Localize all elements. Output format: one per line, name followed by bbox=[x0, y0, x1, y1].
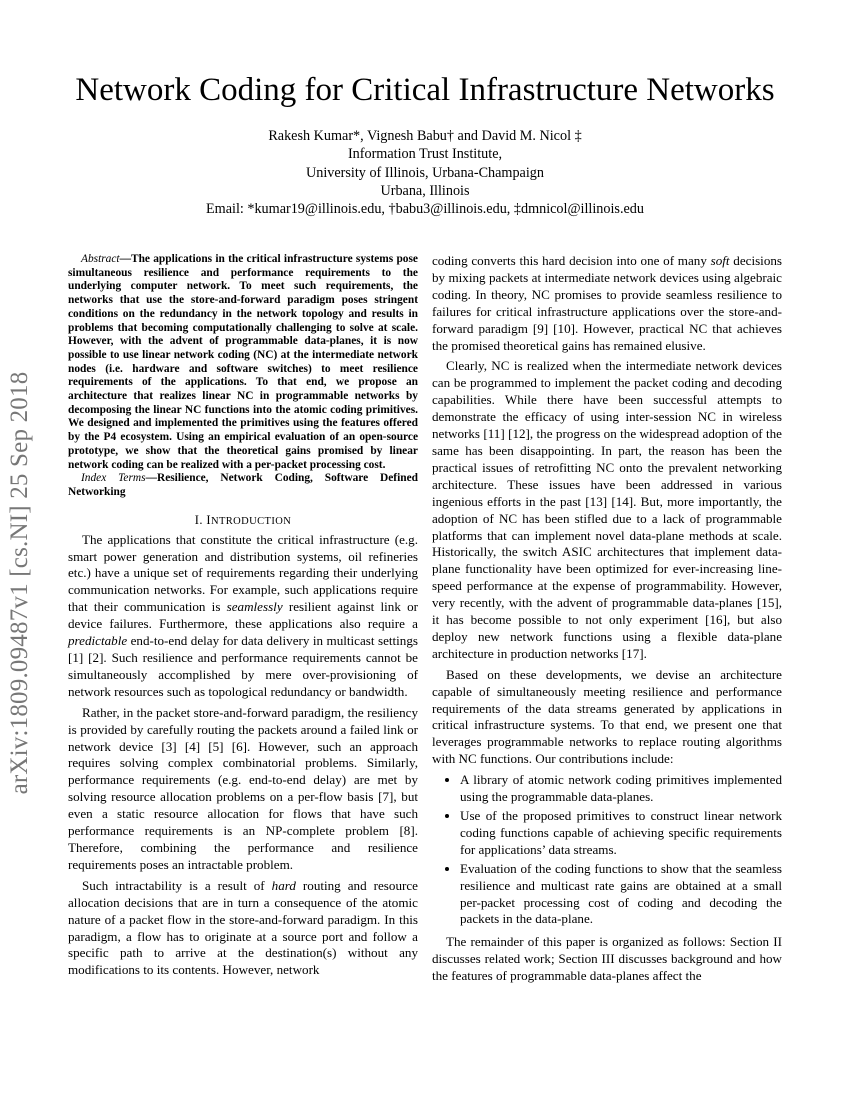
body-paragraph bbox=[68, 532, 418, 701]
abstract bbox=[68, 253, 418, 472]
body-paragraph bbox=[68, 878, 418, 979]
author-block bbox=[0, 127, 850, 218]
body-paragraph: The remainder of this paper is organized as follows: Section II discusses related work; Section III discusses background and how the features of programmable data-planes affect the bbox=[432, 934, 782, 984]
left-column bbox=[68, 253, 418, 983]
email-line: Email: *kumar19@illinois.edu, †babu3@illinois.edu, ‡dmnicol@illinois.edu bbox=[206, 201, 644, 218]
list-item: • A library of atomic network coding primitives implemented using the programmable data-planes. bbox=[460, 772, 782, 806]
arxiv-identifier bbox=[2, 308, 38, 858]
text-run: resilient against link or device failures. Furthermore, these applications also require a bbox=[68, 599, 418, 632]
list-item: • Use of the proposed primitives to construct linear network coding functions capable of achieving specific requirements for applications’ data streams. bbox=[460, 808, 782, 859]
text-run: routing and resource allocation decisions that are in turn a consequence of the atomic nature of a packet flow in the store-and-forward paradigm. In this paradigm, a flow has to originate at a source port and follow a specific path to arrive at the destination(s) without any modifications to its contents. However, network bbox=[68, 877, 418, 978]
body-paragraph: Rather, in the packet store-and-forward paradigm, the resiliency is provided by carefully routing the packets around a failed link or network device [3] [4] [5] [6]. However, such an approach requires solving complex combinatorial problems. Similarly, performance requirements (e.g. end-to-end delay) are met by solving resource allocation problems on a per-flow basis [7], but even a static resource allocation for flows that have such performance requirements is an NP-complete problem [8]. Therefore, combining the performance and resilience requirements poses an intractable problem. bbox=[68, 704, 418, 872]
authors-line: Rakesh Kumar*, Vignesh Babu† and David M. Nicol ‡ bbox=[268, 128, 582, 144]
affiliation-line: University of Illinois, Urbana-Champaign bbox=[306, 164, 544, 181]
emphasis: soft bbox=[710, 253, 730, 268]
text-run: decisions by mixing packets at intermediate network devices using algebraic coding. In theory, NC promises to provide seamless resilience to failures for critical infrastructure applications over the store-and-forward paradigm [9] [10]. However, practical NC that achieves the promised theoretical gains has remained elusive. bbox=[432, 253, 783, 353]
index-terms bbox=[68, 472, 418, 499]
abstract-text: —The applications in the critical infrastructure systems pose simultaneous resilience and performance requirements to the underlying computer network. To meet such requirements, the networks that use the store-and-forward paradigm poses stringent conditions on the redundancy in the network topology and results in problems that becoming computationally challenging to solve at scale. However, with the advent of programmable data-planes, it is now possible to use linear network coding (NC) at the intermediate network nodes (i.e. hardware and software switches) to meet resilience requirements of the applications. To that end, we propose an architecture that realizes linear NC in programmable networks by decomposing the linear NC functions into the atomic coding primitives. We designed and implemented the primitives using the features offered by the P4 ecosystem. Using an empirical evaluation of an open-source prototype, we show that the theoretical gains promised by linear network coding can be realized with a per-packet processing cost. bbox=[68, 253, 418, 471]
arxiv-id-text: arXiv:1809.09487v1 [cs.NI] 25 Sep 2018 bbox=[6, 371, 33, 795]
section-heading bbox=[68, 513, 418, 528]
text-run: Such intractability is a result of bbox=[82, 877, 272, 893]
emphasis: hard bbox=[271, 877, 296, 893]
affiliation-line: Information Trust Institute, bbox=[347, 146, 503, 163]
right-column bbox=[432, 253, 782, 989]
index-terms-text: —Resilience, Network Coding, Software Defined Networking bbox=[68, 472, 418, 498]
text-run: end-to-end delay for data delivery in multicast settings [1] [2]. Such resilience and performance requirements cannot be simultaneously accomplished by mere over-provisioning of network resources such as topological redundancy or bandwidth. bbox=[68, 633, 418, 699]
section-initial: I bbox=[206, 512, 211, 527]
list-item: • Evaluation of the coding functions to show that the seamless resilience and multicast rate gains are obtained at a small per-packet processing cost of coding and decoding the packets in the data-plane. bbox=[460, 861, 782, 929]
index-terms-label: Index Terms bbox=[81, 472, 146, 485]
text-run: The applications that constitute the critical infrastructure (e.g. smart power generation and distribution systems, oil refineries etc.) have a unique set of requirements regarding their underlying communication networks. For example, such applications require that their communication is bbox=[68, 531, 418, 615]
body-paragraph bbox=[432, 253, 782, 354]
section-title-rest: NTRODUCTION bbox=[210, 515, 292, 527]
body-paragraph: Based on these developments, we devise an architecture capable of simultaneously meeting resilience and performance requirements of the data streams generated by applications in critical infrastructure systems. To that end, we present one that leverages programmable networks to replace routing algorithms with NC functions. Our contributions include: bbox=[432, 666, 782, 767]
affiliation-line: Urbana, Illinois bbox=[380, 182, 470, 199]
emphasis: seamlessly bbox=[226, 599, 283, 615]
paper-title: Network Coding for Critical Infrastructure Networks bbox=[75, 72, 775, 108]
contributions-list bbox=[432, 772, 782, 928]
abstract-label: Abstract bbox=[81, 253, 120, 265]
body-paragraph: Clearly, NC is realized when the intermediate network devices can be programmed to implement the packet coding and decoding capabilities. While there have been successful attempts to demonstrate the efficacy of using inter-session NC in wireless networks [11] [12], the progress on the widespread adoption of the same has been disappointing. In part, the reason has been the practical issues of retrofitting NC onto the prevalent networking architecture. These issues have been addressed in various ingenious efforts in the past [13] [14]. But, more importantly, the adoption of NC has been stifled due to a lack of programmable platforms that can implement novel data-plane methods at scale. Historically, the switch ASIC architectures that implement data-plane functionality have been optimized for ever-increasing line-speed performance at the expense of programmability. However, very recently, with the advent of programmable data-planes [15], it has become possible to not only experiment [16], but also deploy new network functions using a flexible data-plane architecture in production networks [17]. bbox=[432, 358, 782, 661]
text-run: coding converts this hard decision into one of many bbox=[432, 253, 711, 268]
emphasis: predictable bbox=[68, 633, 128, 649]
section-number: I. bbox=[194, 512, 207, 527]
